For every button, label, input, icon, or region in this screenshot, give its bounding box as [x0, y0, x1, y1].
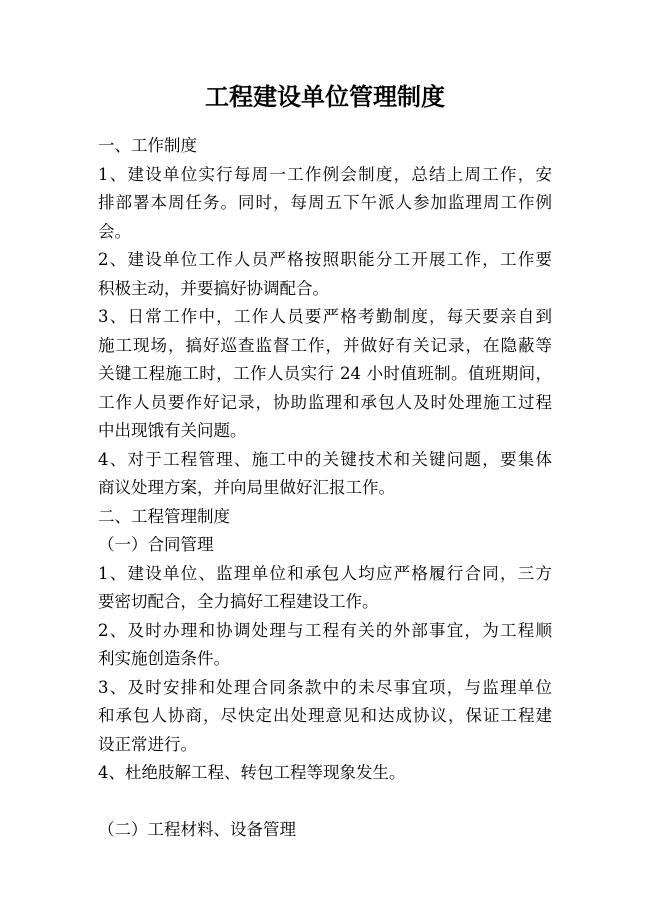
paragraph-line: 商议处理方案，并向局里做好汇报工作。	[98, 478, 395, 497]
section-heading: 一、工作制度	[98, 136, 197, 155]
document-body	[98, 132, 552, 844]
paragraph-line: 积极主动，并要搞好协调配合。	[98, 278, 329, 298]
section-heading: 二、工程管理制度	[98, 506, 230, 526]
paragraph-line: 关键工程施工时，工作人员实行 24 小时值班制。值班期间，	[98, 364, 552, 383]
paragraph-line: 1、建设单位实行每周一工作例会制度，总结上周工作，安	[98, 164, 552, 184]
document-title: 工程建设单位管理制度	[205, 82, 445, 111]
subsection-heading: （二）工程材料、设备管理	[98, 819, 296, 839]
paragraph-line: 1、建设单位、监理单位和承包人均应严格履行合同，三方	[98, 563, 552, 583]
blank-line	[98, 788, 552, 816]
paragraph-line: 和承包人协商，尽快定出处理意见和达成协议，保证工程建	[98, 706, 552, 725]
subsection-heading: （一）合同管理	[98, 535, 214, 554]
paragraph-line: 利实施创造条件。	[98, 649, 230, 668]
paragraph-line: 要密切配合，全力搞好工程建设工作。	[98, 592, 379, 611]
paragraph-line: 排部署本周任务。同时，每周五下午派人参加监理周工作例	[98, 193, 552, 212]
paragraph-line: 2、及时办理和协调处理与工程有关的外部事宜，为工程顺	[98, 620, 552, 640]
paragraph-line: 2、建设单位工作人员严格按照职能分工开展工作，工作要	[98, 250, 552, 269]
paragraph-line: 中出现饿有关问题。	[98, 421, 247, 440]
paragraph-line: 4、对于工程管理、施工中的关键技术和关键问题，要集体	[98, 449, 552, 469]
paragraph-line: 会。	[98, 221, 131, 241]
paragraph-line: 4、杜绝肢解工程、转包工程等现象发生。	[98, 763, 406, 782]
paragraph-line: 设正常进行。	[98, 734, 197, 754]
paragraph-line: 3、及时安排和处理合同条款中的未尽事宜项，与监理单位	[98, 677, 552, 697]
paragraph-line: 施工现场，搞好巡查监督工作，并做好有关记录，在隐蔽等	[98, 335, 552, 355]
paragraph-line: 3、日常工作中，工作人员要严格考勤制度，每天要亲自到	[98, 307, 552, 326]
paragraph-line: 工作人员要作好记录，协助监理和承包人及时处理施工过程	[98, 392, 552, 412]
